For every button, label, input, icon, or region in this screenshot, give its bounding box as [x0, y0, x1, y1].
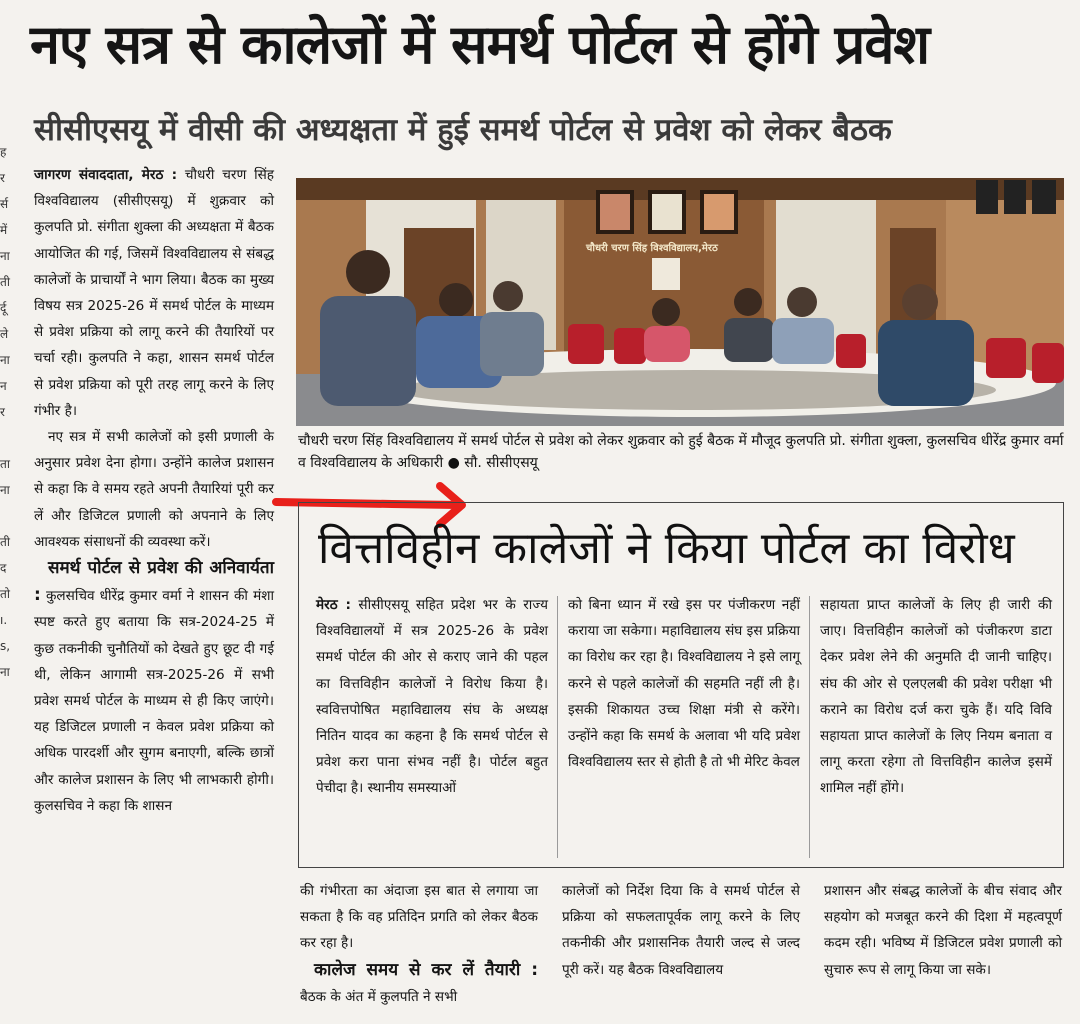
boxed-article-column-2: [568, 592, 800, 775]
adjacent-article-fragments: [0, 140, 14, 686]
main-article-paragraph-3: [34, 555, 274, 819]
edge-fragment: न: [0, 379, 7, 393]
edge-fragment: ता: [0, 457, 10, 471]
paragraph-text: चौधरी चरण सिंह विश्वविद्यालय (सीसीएसयू) में शुक्रवार को कुलपति प्रो. संगीता शुक्ला की अध्यक्षता में बैठक आयोजित की गई, जिसमें विश्वविद्यालय से संबद्ध कालेजों के प्राचार्यों ने भाग लिया। बैठक का मुख्य विषय सत्र 2025-26 में समर्थ पोर्टल के माध्यम से प्रवेश प्रक्रिया को लागू करने की तैयारियों पर चर्चा रही। कुलपति ने कहा, शासन समर्थ पोर्टल से प्रवेश प्रक्रिया को पूरी तरह लागू करने के लिए गंभीर है।: [34, 167, 275, 419]
column-text: की गंभीरता का अंदाजा इस बात से लगाया जा सकता है कि वह प्रतिदिन प्रगति को लेकर बैठक कर रहा है।: [300, 883, 538, 952]
edge-fragment: ना: [0, 665, 10, 679]
main-article-paragraph-2: नए सत्र में सभी कालेजों को इसी प्रणाली के अनुसार प्रवेश देना होगा। उन्होंने कालेज प्रशासन से कहा कि वे समय रहते अपनी तैयारियां पूरी कर लें और डिजिटल प्रणाली को अपनाने के लिए आवश्यक संसाधनों की व्यवस्था करें।: [34, 429, 274, 550]
main-article-paragraph-1: [34, 162, 274, 424]
edge-fragment: र: [0, 171, 5, 185]
column-text: सहायता प्राप्त कालेजों के लिए ही जारी की जाए। वित्तविहीन कालेजों को पंजीकरण डाटा देकर प्रवेश लेने की अनुमति दी जानी चाहिए। संघ की ओर से एलएलबी की प्रवेश परीक्षा भी कराने का विरोध दर्ज करा चुके हैं। यदि विवि सहायता प्राप्त कालेजों के लिए नियम बनाता व लागू करता रहेगा तो वित्तविहीन कालेज इसमें शामिल नहीं होंगे।: [820, 597, 1052, 797]
main-article-column: [34, 162, 274, 819]
paragraph-text: कुलसचिव धीरेंद्र कुमार वर्मा ने शासन की मंशा स्पष्ट करते हुए बताया कि सत्र-2024-25 में कुछ तकनीकी चुनौतियों को देखते हुए छूट दी गई थी, लेकिन आगामी सत्र-2025-26 में सभी प्रवेश समर्थ पोर्टल के माध्यम से ही किए जाएंगे। यह डिजिटल प्रणाली न केवल प्रवेश प्रक्रिया को अधिक पारदर्शी और सुगम बनाएगी, बल्कि छात्रों और कालेज प्रशासन के लिए भी लाभकारी होगी। कुलसचिव ने कहा कि शासन: [34, 588, 274, 814]
photo-caption: [298, 430, 1068, 474]
page-headline: नए सत्र से कालेजों में समर्थ पोर्टल से होंगे प्रवेश: [30, 13, 930, 76]
byline: जागरण संवाददाता, मेरठ :: [34, 167, 178, 183]
meeting-photo: [296, 178, 1064, 426]
edge-fragment: तो: [0, 587, 10, 601]
boxed-article-title: वित्तविहीन कालेजों ने किया पोर्टल का विरोध: [318, 523, 1015, 574]
edge-fragment: र्स: [0, 197, 9, 211]
photo-credit: ● सौ. सीसीएसयू: [447, 455, 538, 471]
page-subheadline: सीसीएसयू में वीसी की अध्यक्षता में हुई समर्थ पोर्टल से प्रवेश को लेकर बैठक: [34, 112, 892, 148]
continuation-column-3: [824, 878, 1062, 983]
dateline: मेरठ :: [316, 597, 351, 613]
column-text: को बिना ध्यान में रखे इस पर पंजीकरण नहीं कराया जा सकेगा। महाविद्यालय संघ इस प्रक्रिया का विरोध कर रहा है। विश्वविद्यालय ने इसे लागू करने से पहले कालेजों की सहमति नहीं ली है। इसकी शिकायत उच्च शिक्षा मंत्री से करेंगे। उन्होंने कहा कि समर्थ के अलावा भी यदि प्रवेश विश्वविद्यालय स्तर से होती है तो भी मेरिट केवल: [568, 597, 800, 771]
column-text: सीसीएसयू सहित प्रदेश भर के राज्य विश्वविद्यालयों में सत्र 2025-26 के प्रवेश समर्थ पोर्टल की ओर से कराए जाने की पहल का वित्तविहीन कालेजों ने विरोध किया है। स्ववित्तपोषित महाविद्यालय संघ के अध्यक्ष नितिन यादव का कहना है कि समर्थ पोर्टल से प्रवेश करा पाना संभव नहीं है। पोर्टल बहुत पेचीदा है। स्थानीय समस्याओं: [316, 597, 548, 797]
edge-fragment: [0, 504, 14, 530]
edge-fragment: s,: [0, 639, 11, 653]
edge-fragment: र: [0, 405, 5, 419]
edge-fragment: द: [0, 561, 7, 575]
continuation-column-1: [300, 878, 538, 1010]
edge-fragment: ती: [0, 535, 10, 549]
photo-banner: चौधरी चरण सिंह विश्वविद्यालय,मेरठ: [586, 243, 718, 254]
edge-fragment: [0, 426, 14, 452]
edge-fragment: ले: [0, 327, 9, 341]
column-text: बैठक के अंत में कुलपति ने सभी: [300, 988, 458, 1005]
edge-fragment: ı.: [0, 613, 8, 627]
column-text: कालेजों को निर्देश दिया कि वे समर्थ पोर्टल से प्रक्रिया को सफलतापूर्वक लागू करने के लिए तकनीकी और प्रशासनिक तैयारी जल्द से जल्द पूरी करें। यह बैठक विश्वविद्यालय: [562, 883, 800, 978]
continuation-column-2: [562, 878, 800, 983]
article-subhead: कालेज समय से कर लें तैयारी :: [314, 959, 538, 980]
boxed-article-column-1: [316, 592, 548, 802]
edge-fragment: ह: [0, 145, 7, 159]
article-subhead: समर्थ पोर्टल से प्रवेश की अनिवार्यता :: [34, 558, 274, 606]
column-divider: [809, 596, 810, 858]
caption-text: चौधरी चरण सिंह विश्वविद्यालय में समर्थ पोर्टल से प्रवेश को लेकर शुक्रवार को हुई बैठक में मौजूद कुलपति प्रो. संगीता शुक्ला, कुलसचिव धीरेंद्र कुमार वर्मा व विश्वविद्यालय के अधिकारी: [298, 433, 1064, 471]
edge-fragment: र्दू: [0, 301, 7, 315]
edge-fragment: ना: [0, 249, 10, 263]
edge-fragment: में: [0, 223, 8, 237]
column-text: प्रशासन और संबद्ध कालेजों के बीच संवाद और सहयोग को मजबूत करने की दिशा में महत्वपूर्ण कदम रही। भविष्य में डिजिटल प्रवेश प्रणाली को सुचारु रूप से लागू किया जा सके।: [824, 883, 1062, 978]
column-divider: [557, 596, 558, 858]
edge-fragment: ना: [0, 353, 10, 367]
edge-fragment: ती: [0, 275, 10, 289]
edge-fragment: ना: [0, 483, 10, 497]
boxed-article-column-3: [820, 592, 1052, 802]
